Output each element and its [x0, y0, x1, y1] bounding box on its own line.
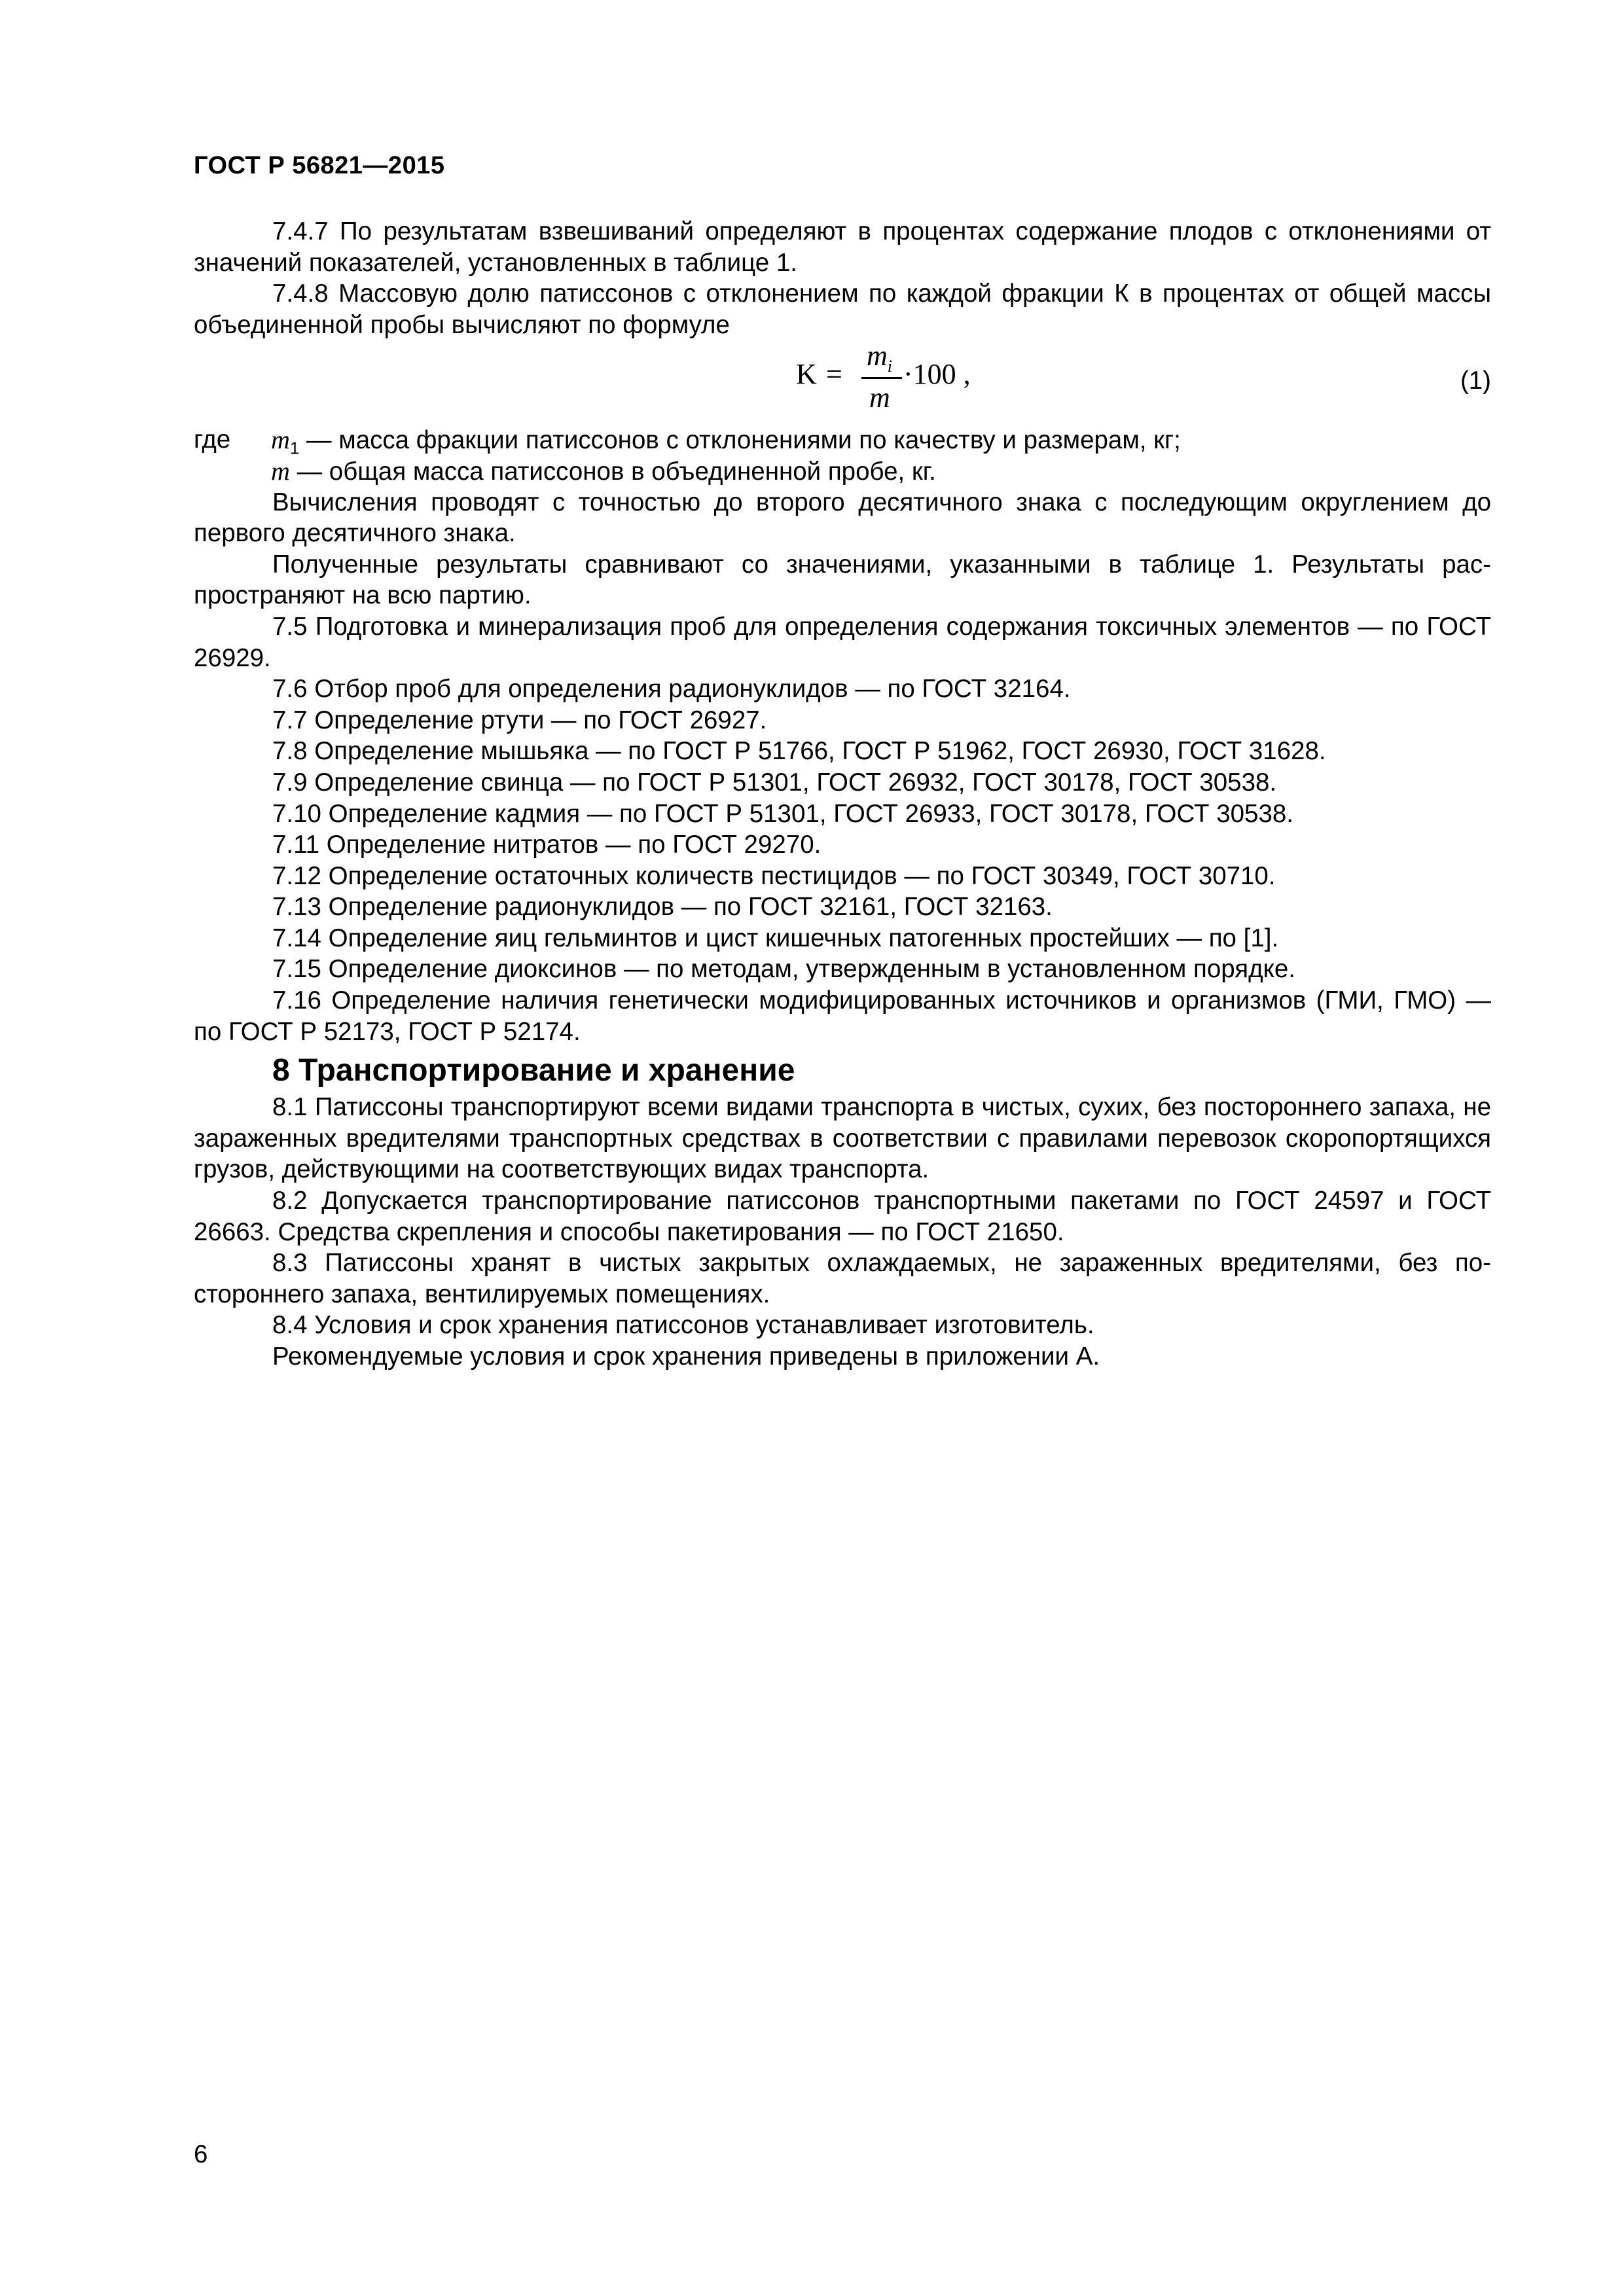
- where-var-2: m: [271, 456, 290, 486]
- paragraph-8-2: 8.2 Допускается транспортирование патиссонов транспортными пакетами по ГОСТ 24597 и ГОСТ 26663. Средства скрепления и способы пакетирования — по ГОСТ 21650.: [194, 1187, 1491, 1246]
- paragraph-7-4-8: 7.4.8 Массовую долю патиссонов с отклонением по каждой фракции К в процентах от общей массы объединенной пробы вычисляют по формуле: [194, 279, 1491, 339]
- paragraph-7-11: 7.11 Определение нитратов — по ГОСТ 29270.: [272, 831, 821, 859]
- paragraph-results: Полученные результаты сравнивают со значениями, указанными в таблице 1. Результаты распространяют на всю партию.: [194, 550, 1491, 610]
- paragraph-7-4-7: 7.4.7 По результатам взвешиваний определяют в процентах содержание плодов с отклонениями от значений показателей, установленных в таблице 1.: [194, 217, 1491, 277]
- paragraph-7-15: 7.15 Определение диоксинов — по методам, утвержденным в установленном порядке.: [272, 955, 1295, 984]
- paragraph-7-10: 7.10 Определение кадмия — по ГОСТ Р 51301, ГОСТ 26933, ГОСТ 30178, ГОСТ 30538.: [272, 799, 1293, 828]
- formula-number: (1): [1460, 367, 1491, 395]
- paragraph-7-13: 7.13 Определение радионуклидов — по ГОСТ 32161, ГОСТ 32163.: [272, 893, 1053, 922]
- formula-numerator: [867, 340, 892, 382]
- where-def-1-text: — масса фракции патиссонов с отклонениями по качеству и размерам, кг;: [299, 426, 1181, 455]
- paragraph-7-6: 7.6 Отбор проб для определения радионуклидов — по ГОСТ 32164.: [272, 675, 1071, 704]
- paragraph-appendix-ref: Рекомендуемые условия и срок хранения приведены в приложении А.: [272, 1342, 1100, 1371]
- where-var-1-sub: 1: [289, 439, 300, 459]
- where-def-2: [271, 456, 936, 488]
- formula-block: [194, 340, 1491, 418]
- where-line-1: [194, 424, 1491, 459]
- paragraph-7-16: 7.16 Определение наличия генетически модифицированных источников и организмов (ГМИ, ГМО) — по ГОСТ Р 52173, ГОСТ Р 52174.: [194, 986, 1491, 1046]
- paragraph-7-5: 7.5 Подготовка и минерализация проб для определения содержания токсичных элементов — по ГОСТ 26929.: [194, 612, 1491, 672]
- fraction-bar: [861, 377, 902, 379]
- body-text: [194, 216, 1491, 1372]
- section-8-title: 8 Транспортирование и хранение: [272, 1053, 795, 1088]
- where-label: где: [194, 425, 231, 454]
- paragraph-7-8: 7.8 Определение мышьяка — по ГОСТ Р 51766, ГОСТ Р 51962, ГОСТ 26930, ГОСТ 31628.: [272, 737, 1326, 766]
- where-def-2-text: — общая масса патиссонов в объединенной пробе, кг.: [289, 457, 936, 486]
- paragraph-7-7: 7.7 Определение ртути — по ГОСТ 26927.: [272, 706, 767, 734]
- formula-denominator: m: [869, 382, 890, 414]
- formula-k: [796, 340, 1163, 418]
- document-code: ГОСТ Р 56821—2015: [194, 152, 445, 179]
- paragraph-8-1: 8.1 Патиссоны транспортируют всеми видами транспорта в чистых, сухих, без постороннего запаха, не зараженных вредителями транспортных средствах в соответствии с правилами перевозок скоропортящихся грузов, действующими на соответствующих видах транспорта.: [194, 1093, 1491, 1184]
- paragraph-calc-accuracy: Вычисления проводят с точностью до второго десятичного знака с последующим округлением до первого десятичного знака.: [194, 488, 1491, 548]
- formula-numerator-var: m: [867, 340, 888, 372]
- formula-numerator-sub: i: [887, 357, 893, 376]
- formula-lhs: K: [796, 358, 817, 391]
- where-var-1: m: [271, 425, 290, 455]
- paragraph-7-14: 7.14 Определение яиц гельминтов и цист кишечных патогенных простейших — по [1].: [272, 924, 1279, 952]
- where-line-2: [194, 456, 1491, 487]
- formula-equals: =: [826, 358, 842, 391]
- paragraph-7-12: 7.12 Определение остаточных количеств пестицидов — по ГОСТ 30349, ГОСТ 30710.: [272, 861, 1276, 890]
- formula-multiplier: ·100 ,: [903, 358, 971, 391]
- page-number: 6: [194, 2140, 208, 2168]
- paragraph-8-4: 8.4 Условия и срок хранения патиссонов устанавливает изготовитель.: [272, 1311, 1094, 1340]
- paragraph-8-3: 8.3 Патиссоны хранят в чистых закрытых охлаждаемых, не зараженных вредителями, без постороннего запаха, вентилируемых помещениях.: [194, 1249, 1491, 1308]
- paragraph-7-9: 7.9 Определение свинца — по ГОСТ Р 51301, ГОСТ 26932, ГОСТ 30178, ГОСТ 30538.: [272, 768, 1277, 797]
